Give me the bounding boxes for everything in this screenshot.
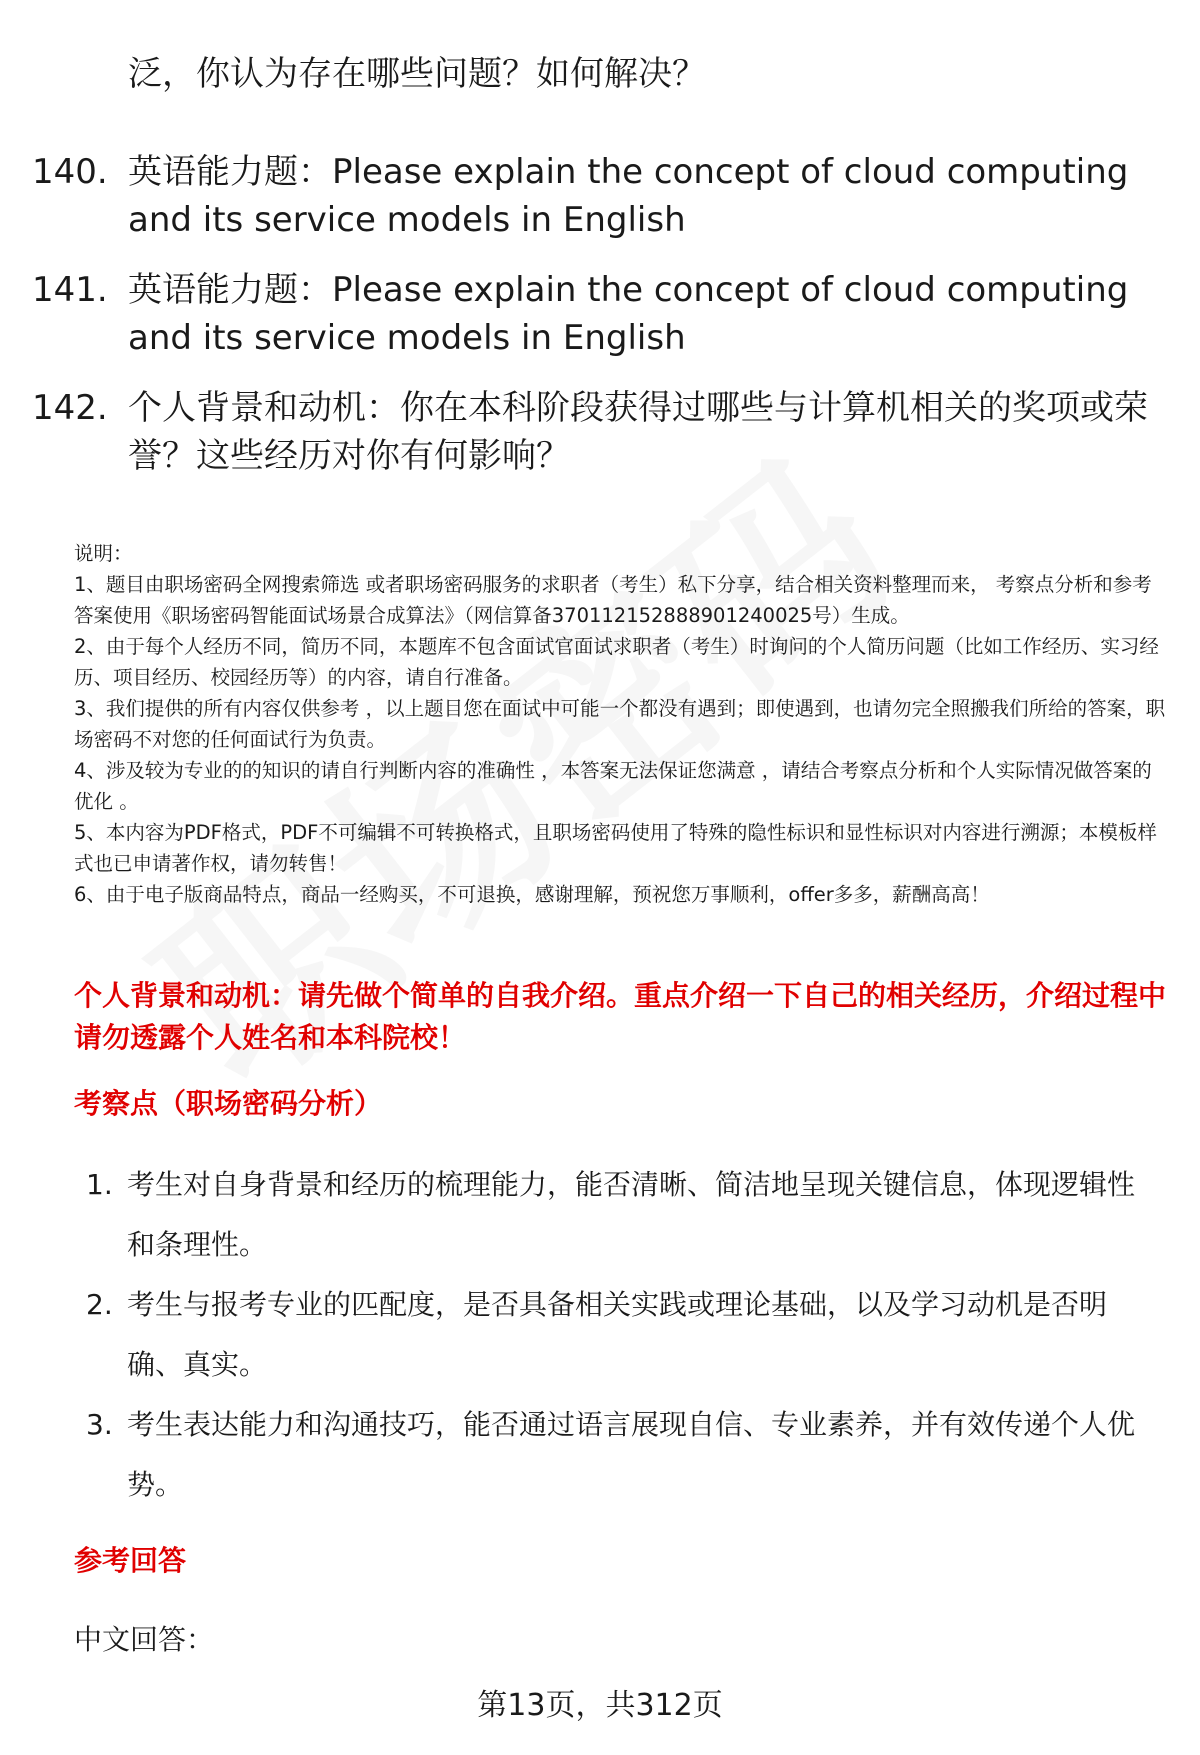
- note-item: 4、涉及较为专业的的知识的请自行判断内容的准确性 ，本答案无法保证您满意 ，请结合考察点分析和个人实际情况做答案的优化 。: [74, 759, 1152, 813]
- question-text: 个人背景和动机：你在本科阶段获得过哪些与计算机相关的奖项或荣誉？这些经历对你有何影响？: [128, 388, 1148, 476]
- note-item: 2、由于每个人经历不同，简历不同，本题库不包含面试官面试求职者（考生）时询问的个人简历问题（比如工作经历、实习经历、项目经历、校园经历等）的内容，请自行准备。: [74, 635, 1159, 689]
- notes-block: [74, 538, 1169, 910]
- page-footer: 第13页，共312页: [477, 1688, 723, 1723]
- point-text: 考生与报考专业的匹配度，是否具备相关实践或理论基础，以及学习动机是否明确、真实。: [127, 1288, 1108, 1381]
- answer-heading: 参考回答: [74, 1544, 187, 1577]
- point-number: 2.: [86, 1288, 113, 1321]
- point-number: 1.: [86, 1168, 113, 1201]
- question-list: [32, 50, 1167, 480]
- question-number: 141.: [32, 270, 108, 310]
- note-item: 3、我们提供的所有内容仅供参考 ，以上题目您在面试中可能一个都没有遇到；即使遇到，也请勿完全照搬我们所给的答案，职场密码不对您的任何面试行为负责。: [74, 697, 1166, 751]
- point-item: [80, 1155, 1160, 1275]
- note-item: 5、本内容为PDF格式，PDF不可编辑不可转换格式，且职场密码使用了特殊的隐性标识和显性标识对内容进行溯源；本模板样式也已申请著作权，请勿转售！: [74, 821, 1157, 875]
- answer-cn-label: 中文回答：: [74, 1623, 215, 1656]
- points-heading: 考察点（职场密码分析）: [74, 1087, 383, 1120]
- point-item: [80, 1395, 1160, 1515]
- question-item: [32, 148, 1167, 244]
- question-number: 142.: [32, 388, 108, 428]
- question-text: 英语能力题：Please explain the concept of cloud computing and its service models in English: [128, 270, 1129, 358]
- point-number: 3.: [86, 1408, 113, 1441]
- question-item: [32, 266, 1167, 362]
- question-continuation: 泛，你认为存在哪些问题？如何解决？: [128, 54, 706, 94]
- notes-title: 说明：: [74, 542, 133, 565]
- point-text: 考生对自身背景和经历的梳理能力，能否清晰、简洁地呈现关键信息，体现逻辑性和条理性。: [127, 1168, 1136, 1261]
- question-heading: 个人背景和动机：请先做个简单的自我介绍。重点介绍一下自己的相关经历，介绍过程中请勿透露个人姓名和本科院校！: [74, 979, 1167, 1054]
- point-item: [80, 1275, 1160, 1395]
- note-item: 6、由于电子版商品特点，商品一经购买，不可退换，感谢理解，预祝您万事顺利，offer多多，薪酬高高！: [74, 883, 990, 906]
- question-item: [32, 384, 1167, 480]
- point-text: 考生表达能力和沟通技巧，能否通过语言展现自信、专业素养，并有效传递个人优势。: [127, 1408, 1136, 1501]
- note-item: 1、题目由职场密码全网搜索筛选 或者职场密码服务的求职者（考生）私下分享，结合相关资料整理而来， 考察点分析和参考答案使用《职场密码智能面试场景合成算法》（网信算备370112152888901240025号）生成。: [74, 573, 1152, 627]
- assessment-points: [80, 1155, 1160, 1515]
- question-number: 140.: [32, 152, 108, 192]
- question-text: 英语能力题：Please explain the concept of cloud computing and its service models in English: [128, 152, 1129, 240]
